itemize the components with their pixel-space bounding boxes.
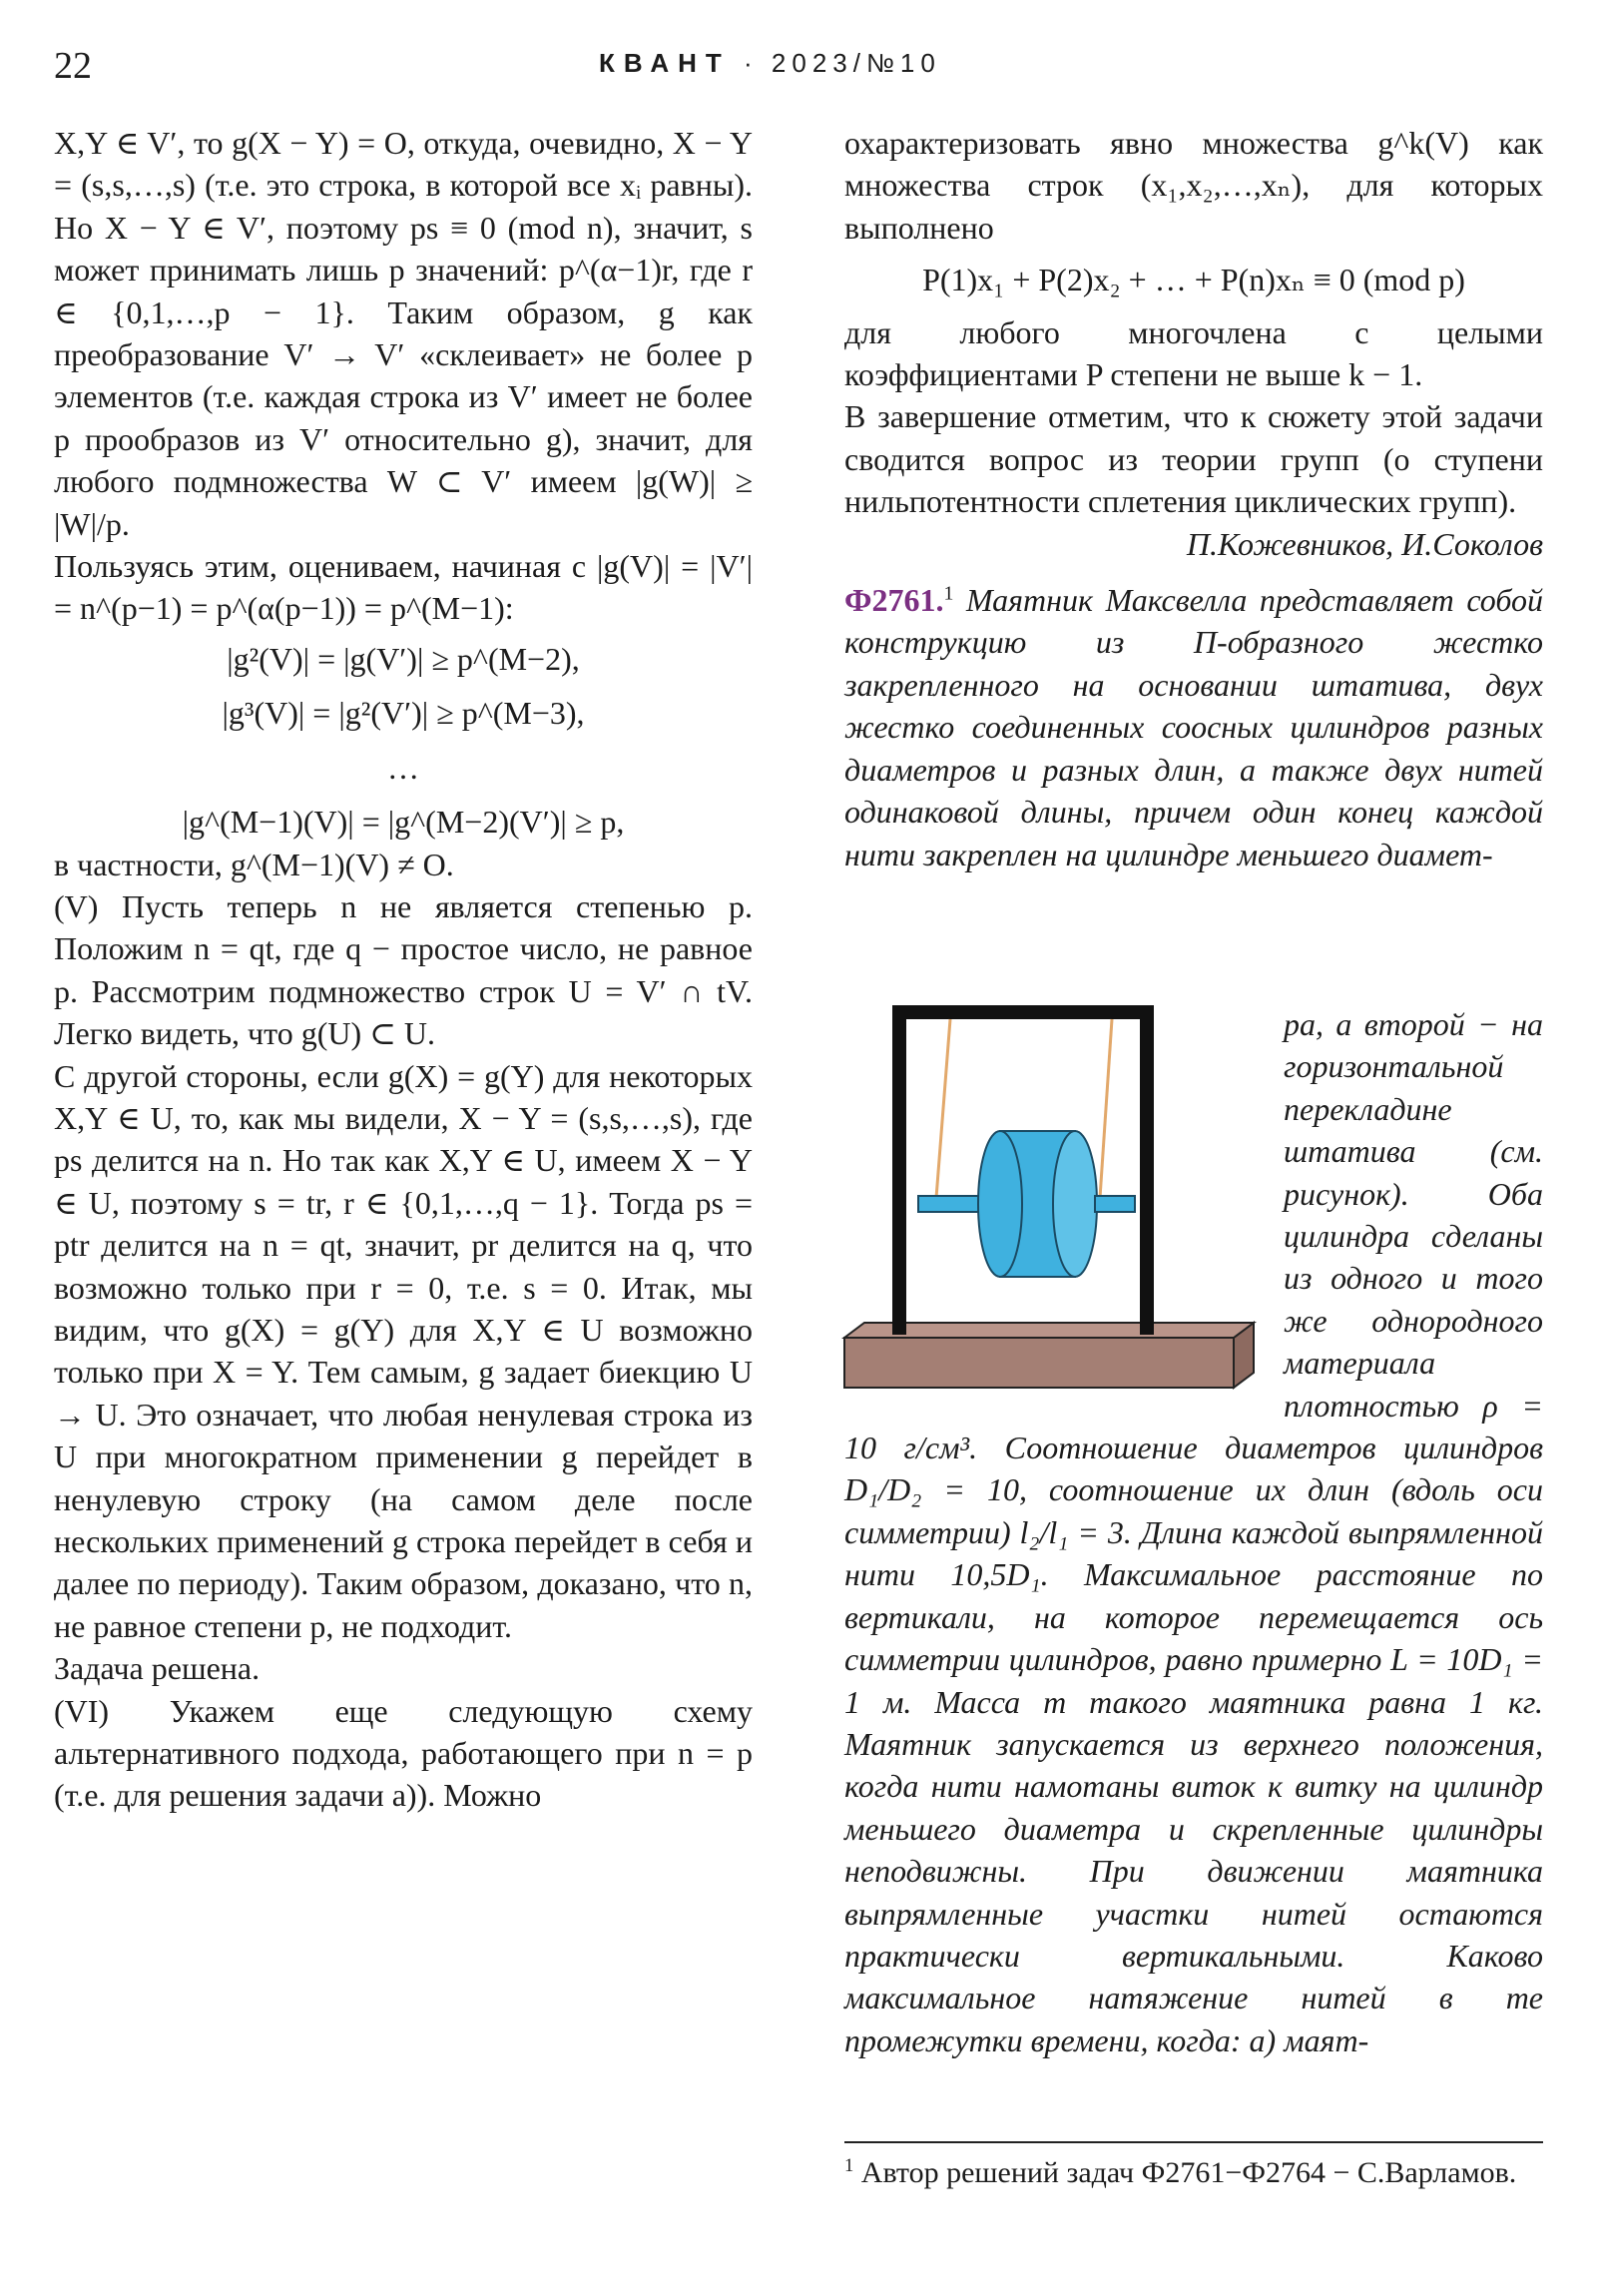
footnote-text: Автор решений задач Ф2761−Ф2764 − С.Варламов. xyxy=(860,2156,1517,2189)
footnote-mark: 1 xyxy=(844,2155,854,2176)
running-header xyxy=(599,48,941,79)
footnote-rule xyxy=(844,2141,1543,2143)
small-cylinder-right xyxy=(1095,1196,1135,1212)
stand-left-post xyxy=(892,1005,906,1335)
right-column xyxy=(844,122,1543,875)
formula-ellipsis: … xyxy=(387,749,419,786)
paragraph: Задача решена. xyxy=(54,1650,261,1687)
paragraph: X,Y ∈ V′, то g(X − Y) = O, откуда, очевидно, X − Y = (s,s,…,s) (т.е. это строка, в которой все xᵢ равны). Но X − Y ∈ V′, поэтому ps ≡ 0 (mod n), значит, s может принимать лишь p значений: p^(α−1)r, где r ∈ {0,1,…,p − 1}. Таким образом, g как преобразование V′ → V′ «склеивает» не более p элементов (т.е. каждая строка из V′ имеет не более p прообразов из V′ относительно g), значит, для любого подмножества W ⊂ V′ имеем |g(W)| ≥ |W|/p. xyxy=(54,125,753,542)
stand-right-post xyxy=(1140,1005,1154,1335)
left-column xyxy=(54,122,753,1817)
footnote-ref: 1 xyxy=(943,582,954,605)
large-cylinder-front-face xyxy=(1053,1131,1097,1277)
problem-text: ра, а второй − на горизонтальной перекладине штатива (см. рисунок). Оба цилиндра сделаны из одного и того же однородного материала плотностью ρ = 10 г/см³. Соотношение диаметров цилиндров D₁/D₂ = 10, соотношение их длин (вдоль оси симметрии) l₂/l₁ = 3. Длина каждой выпрямленной нити 10,5D₁. Максимальное расстояние по вертикали, на которое перемещается ось симметрии цилиндров, равно примерно L = 10D₁ = 1 м. Масса m такого маятника равна 1 кг. Маятник запускается из верхнего положения, когда нити намотаны виток к витку на цилиндр меньшего диаметра и скрепленные цилиндры неподвижны. При движении маятника выпрямленные участки нитей остаются практически вертикальными. Каково максимальное натяжение нитей в те промежутки времени, когда: а) маят- xyxy=(844,1006,1543,2058)
paragraph: в частности, g^(M−1)(V) ≠ O. xyxy=(54,846,454,882)
paragraph: Пользуясь этим, оцениваем, начиная с |g(V)| = |V′| = n^(p−1) = p^(α(p−1)) = p^(M−1): xyxy=(54,548,753,627)
formula-line: P(1)x₁ + P(2)x₂ + … + P(n)xₙ ≡ 0 (mod p) xyxy=(922,262,1465,298)
large-cylinder-back-face xyxy=(978,1131,1022,1277)
thread-right xyxy=(1100,1019,1112,1198)
formula-line: |g³(V)| = |g²(V′)| ≥ p^(M−3), xyxy=(222,695,585,732)
paragraph: В завершение отметим, что к сюжету этой задачи сводится вопрос из теории групп (о ступени нильпотентности сплетения циклических групп). xyxy=(844,398,1543,520)
problem-body xyxy=(844,1003,1543,2061)
stand-base xyxy=(844,1338,1234,1388)
thread-left xyxy=(936,1019,950,1198)
maxwell-pendulum-figure xyxy=(840,1003,1270,1403)
formula-line: |g^(M−1)(V)| = |g^(M−2)(V′)| ≥ p, xyxy=(182,804,625,841)
stand-crossbar xyxy=(892,1005,1154,1019)
problem-f2761 xyxy=(844,579,1543,875)
paragraph: для любого многочлена с целыми коэффициентами P степени не выше k − 1. xyxy=(844,313,1543,393)
magazine-title: КВАНТ xyxy=(599,48,731,78)
issue-label: · 2023/№10 xyxy=(744,48,941,78)
page-number: 22 xyxy=(54,45,92,87)
paragraph: охарактеризовать явно множества g^k(V) как множества строк (x₁,x₂,…,xₙ), для которых выполнено xyxy=(844,125,1543,246)
problem-number: Ф2761. xyxy=(844,582,944,619)
footnote xyxy=(844,2152,1543,2194)
paragraph: С другой стороны, если g(X) = g(Y) для некоторых X,Y ∈ U, то, как мы видели, X − Y = (s,s,…,s), где ps делится на n. Но так как X,Y ∈ U, имеем X − Y ∈ U, поэтому s = tr, r ∈ {0,1,…,q − 1}. Тогда ps = ptr делится на n = qt, значит, pr делится на q, что возможно только при r = 0, т.е. s = 0. Итак, мы видим, что g(X) = g(Y) для X,Y ∈ U возможно только при X = Y. Тем самым, g задает биекцию U → U. Это означает, что любая ненулевая строка из U при многократном применении g перейдет в ненулевую строку (на самом деле после нескольких применений g строка перейдет в себя и далее по периоду). Таким образом, доказано, что n, не равное степени p, не подходит. xyxy=(54,1057,753,1644)
formula-line: |g²(V)| = |g(V′)| ≥ p^(M−2), xyxy=(227,640,580,677)
authors: П.Кожевников, И.Соколов xyxy=(1186,525,1543,562)
paragraph: (VI) Укажем еще следующую схему альтернативного подхода, работающего при n = p (т.е. для решения задачи а)). Можно xyxy=(54,1692,753,1814)
problem-text-intro: Маятник Максвелла представляет собой конструкцию из П-образного жестко закрепленного на основании штатива, двух жестко соединенных соосных цилиндров разных диаметров и разных длин, а также двух нитей одинаковой длины, причем один конец каждой нити закреплен на цилиндре меньшего диамет- xyxy=(844,582,1543,872)
paragraph: (V) Пусть теперь n не является степенью p. Положим n = qt, где q − простое число, не равное p. Рассмотрим подмножество строк U = V′ ∩ tV. Легко видеть, что g(U) ⊂ U. xyxy=(54,887,753,1052)
